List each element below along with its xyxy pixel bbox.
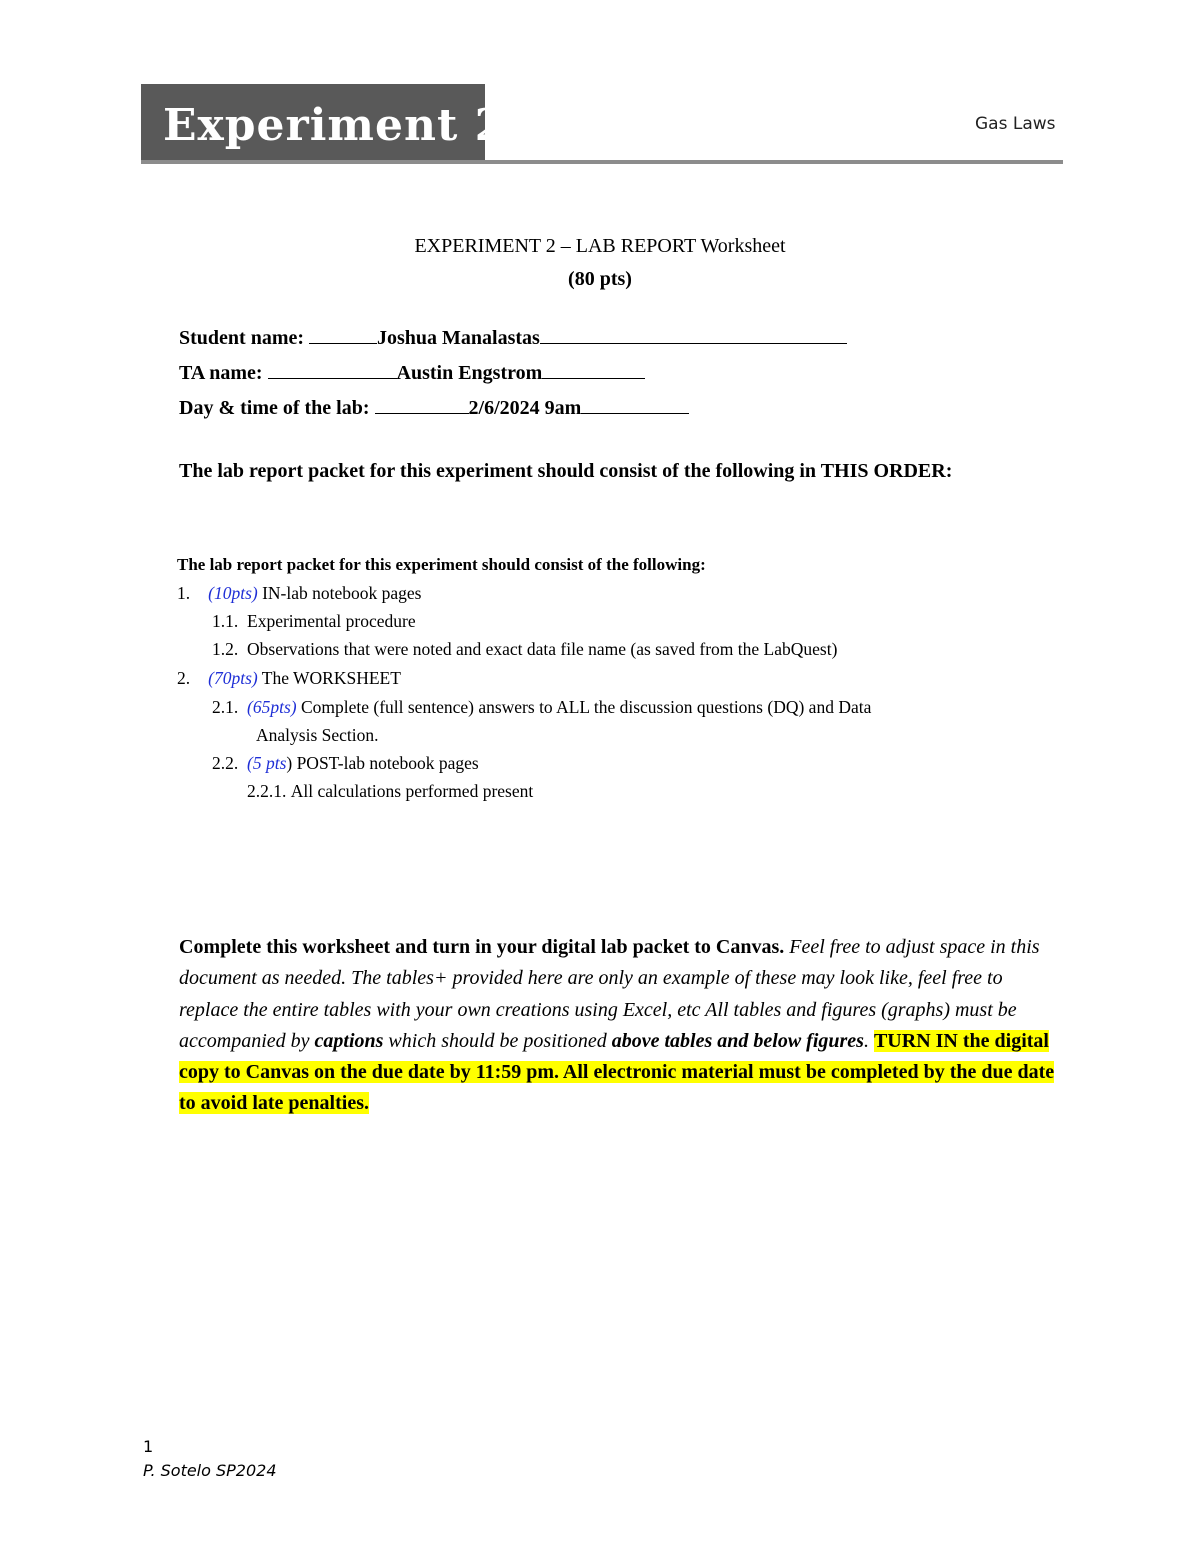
list-item-2-2-1: 2.2.1. All calculations performed present — [247, 781, 534, 801]
lab-datetime-label: Day & time of the lab: — [179, 397, 375, 419]
deadline-highlight: TURN IN the digital copy to Canvas on the due date by 11:59 pm. All electronic material must be completed by the due date to avoid late penalties. — [179, 1029, 1055, 1115]
intro-paragraph: The lab report packet for this experiment should consist of the following in THIS ORDER: — [179, 460, 953, 482]
lab-datetime-value: 2/6/2024 9am — [468, 397, 582, 419]
lab-datetime-field — [179, 393, 689, 423]
footer-author: P. Sotelo SP2024 — [143, 1461, 277, 1480]
list-item-1-1: 1.1. Experimental procedure — [212, 611, 416, 631]
ta-name-value: Austin Engstrom — [396, 362, 543, 384]
document-points: (80 pts) — [568, 268, 632, 290]
student-name-value: Joshua Manalastas — [377, 327, 540, 349]
list-item-2: 2. (70pts) The WORKSHEET — [177, 668, 401, 688]
ta-name-field — [179, 358, 645, 388]
instructions-paragraph: Complete this worksheet and turn in your digital lab packet to Canvas. Feel free to adjust space in this document as needed. The tables+ provided here are only an example of these may look like, feel free to replace the entire tables with your own creations using Excel, etc All tables and figures (graphs) must be accompanied by captions which should be positioned above tables and below figures. TURN IN the digital copy to Canvas on the due date by 11:59 pm. All electronic material must be completed by the due date to avoid late penalties. — [179, 936, 1055, 1115]
list-item-2-1: 2.1. (65pts) Complete (full sentence) answers to ALL the discussion questions (DQ) and Data — [212, 697, 872, 717]
list-item-2-2: 2.2. (5 pts) POST-lab notebook pages — [212, 753, 479, 773]
ta-name-label: TA name: — [179, 362, 268, 384]
list-item-2-1-continued: Analysis Section. — [256, 725, 379, 745]
document-title: EXPERIMENT 2 – LAB REPORT Worksheet — [414, 235, 786, 257]
student-name-field — [179, 323, 847, 353]
student-name-label: Student name: — [179, 327, 310, 349]
list-item-1: 1. (10pts) IN-lab notebook pages — [177, 583, 422, 603]
list-heading: The lab report packet for this experiment should consist of the following: — [177, 555, 706, 574]
header-rule — [141, 160, 1063, 164]
header-title: Experiment 2 — [163, 100, 507, 151]
list-item-1-2: 1.2. Observations that were noted and exact data file name (as saved from the LabQuest) — [212, 639, 838, 659]
header-subject: Gas Laws — [975, 114, 1056, 134]
page-number: 1 — [143, 1437, 154, 1456]
